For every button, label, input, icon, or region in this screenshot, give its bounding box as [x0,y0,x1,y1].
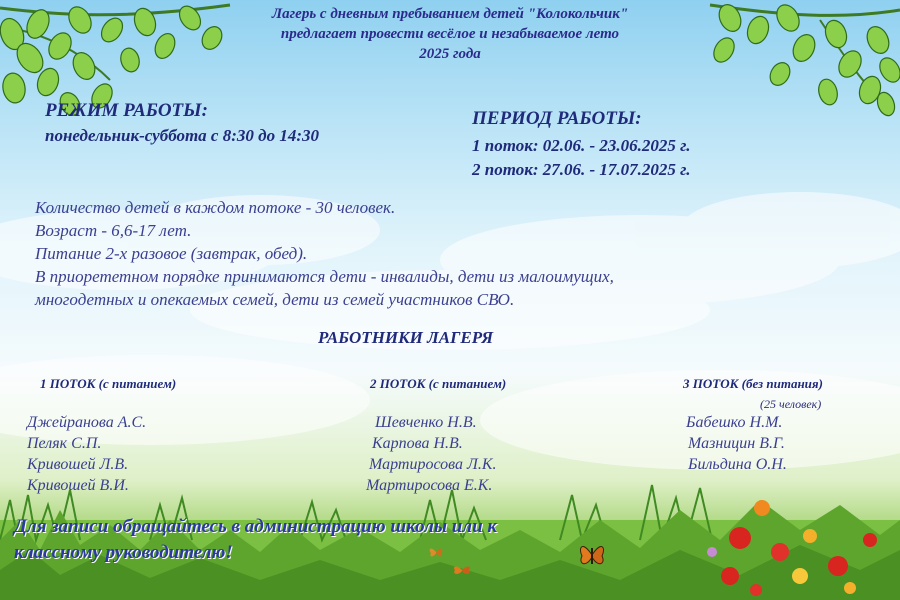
header-line-2: предлагает провести весёлое и незабываемое лето [280,26,620,42]
info-line: многодетных и опекаемых семей, дети из семей участников СВО. [35,290,515,309]
staff-title: РАБОТНИКИ ЛАГЕРЯ [318,328,494,347]
header [150,4,750,64]
staff-name: Бильдина О.Н. [688,456,787,473]
period-stream-2: 2 поток: 27.06. - 17.07.2025 г. [472,160,691,179]
info-line: Питание 2-х разовое (завтрак, обед). [35,244,308,263]
staff-name: Шевченко Н.В. [375,414,477,431]
staff-name: Мартиросова Е.К. [366,477,493,494]
footer-note [14,514,497,566]
info-line: Возраст - 6,6-17 лет. [35,221,192,240]
stream-2-heading: 2 ПОТОК (с питанием) [370,376,507,391]
info-line: В приорететном порядке принимаются дети - инвалиды, дети из малоимущих, [35,267,614,286]
header-line-1: Лагерь с дневным пребыванием детей "Колокольчик" [271,6,629,22]
stream-1-heading: 1 ПОТОК (с питанием) [40,376,177,391]
schedule-title: РЕЖИМ РАБОТЫ: [45,100,208,121]
staff-name: Кривошей Л.В. [27,456,129,473]
period-stream-1: 1 поток: 02.06. - 23.06.2025 г. [472,136,691,155]
header-line-3: 2025 года [419,46,481,62]
staff-name: Мазницин В.Г. [688,435,785,452]
footer-line-2: классному руководителю! [14,542,233,563]
info-block [35,196,614,311]
footer-line-1: Для записи обращайтесь в администрацию школы или к [14,516,498,537]
butterfly-icon [578,540,606,570]
period-title: ПЕРИОД РАБОТЫ: [472,108,642,129]
period-streams [472,134,690,182]
stream-1-names [27,412,146,496]
staff-name: Карпова Н.В. [372,435,463,452]
staff-name: Джейранова А.С. [27,414,147,431]
stream-3-note: (25 человек) [760,397,822,411]
stream-3-heading: 3 ПОТОК (без питания) [683,376,823,391]
stream-2-names [366,412,496,496]
staff-name: Бабешко Н.М. [686,414,783,431]
staff-name: Кривошей В.И. [27,477,129,494]
info-line: Количество детей в каждом потоке - 30 человек. [35,198,396,217]
schedule-hours: понедельник-суббота с 8:30 до 14:30 [45,126,319,145]
stream-3-names [686,412,787,475]
staff-name: Пеляк С.П. [27,435,102,452]
staff-name: Мартиросова Л.К. [369,456,497,473]
